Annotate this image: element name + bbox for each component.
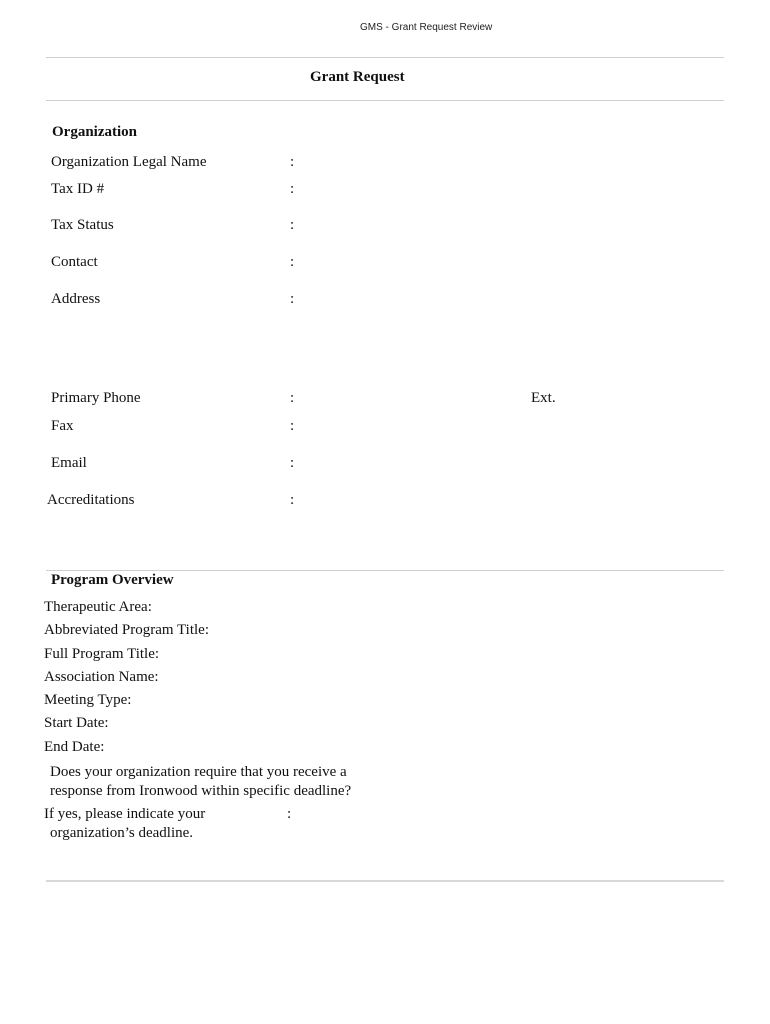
field-label-fax: Fax	[51, 418, 74, 434]
field-colon-fax: :	[290, 418, 295, 434]
deadline-if-yes-line1: If yes, please indicate your	[44, 806, 206, 822]
field-colon-accreditations: :	[290, 492, 295, 508]
document-title: Grant Request	[310, 69, 405, 85]
field-colon-legal-name: :	[290, 154, 295, 170]
field-colon-tax-status: :	[290, 217, 295, 233]
field-colon-email: :	[290, 455, 295, 471]
deadline-question-line2: response from Ironwood within specific deadline?	[50, 783, 352, 799]
field-label-tax-status: Tax Status	[51, 217, 114, 233]
field-colon-address: :	[290, 291, 295, 307]
section-divider	[46, 570, 724, 571]
field-colon-tax-id: :	[290, 181, 295, 197]
field-label-address: Address	[51, 291, 101, 307]
field-label-tax-id: Tax ID #	[51, 181, 105, 197]
deadline-question-line1: Does your organization require that you receive a	[50, 764, 347, 780]
field-label-end-date: End Date:	[44, 739, 105, 755]
field-label-primary-phone: Primary Phone	[51, 390, 141, 406]
field-label-phone-ext: Ext.	[531, 390, 556, 406]
title-divider	[46, 100, 724, 101]
field-label-abbreviated-title: Abbreviated Program Title:	[44, 622, 209, 638]
field-label-full-title: Full Program Title:	[44, 646, 160, 662]
deadline-if-yes-colon: :	[287, 806, 292, 822]
footer-divider	[46, 880, 724, 882]
field-label-legal-name: Organization Legal Name	[51, 154, 207, 170]
field-label-start-date: Start Date:	[44, 715, 109, 731]
program-overview-heading: Program Overview	[51, 572, 174, 588]
field-label-accreditations: Accreditations	[47, 492, 135, 508]
deadline-if-yes-line2: organization’s deadline.	[50, 825, 194, 841]
field-label-association-name: Association Name:	[44, 669, 159, 685]
field-label-therapeutic-area: Therapeutic Area:	[44, 599, 152, 615]
field-label-meeting-type: Meeting Type:	[44, 692, 132, 708]
page-header: GMS - Grant Request Review	[360, 22, 493, 33]
field-colon-primary-phone: :	[290, 390, 295, 406]
header-divider	[46, 57, 724, 58]
field-label-email: Email	[51, 455, 87, 471]
organization-heading: Organization	[52, 124, 137, 140]
field-colon-contact: :	[290, 254, 295, 270]
field-label-contact: Contact	[51, 254, 98, 270]
